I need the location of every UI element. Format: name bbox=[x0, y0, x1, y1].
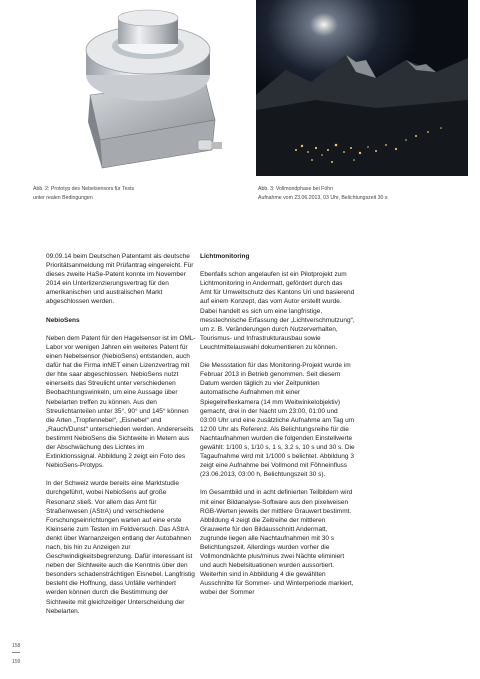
figure-sensor-prototype bbox=[30, 0, 240, 176]
section-heading-lichtmonitoring: Lichtmonitoring bbox=[200, 253, 250, 260]
figure-night-photo bbox=[256, 0, 468, 176]
page-number-divider bbox=[12, 652, 20, 653]
page-number-left: 158 bbox=[12, 643, 21, 649]
paragraph: Im Gesamtbild und in acht definierten Teilbildern wird mit einer Bildanalyse-Software aus den pixelweisen RGB-Werten jeweils der mittlere Grauwert bestimmt. Abbildung 4 zeigt die Zeitreihe der mittleren Grauwerte für den Bildausschnitt Andermatt, zugrunde liegen alle Nachtaufnahmen mit 30 s Belichtungszeit. Allerdings wurden vorher die Vollmondnächte plus/minus zwei Nächte eliminiert und auch Nebelsituationen wurden aussortiert. Weiterhin sind in Abbildung 4 die gewählten Ausschnitte für Sommer- und Winterperiode markiert, wobei der Sommer bbox=[200, 489, 354, 597]
text-column-left bbox=[46, 252, 196, 625]
figure-3-caption: Abb. 3: Vollmondphase bei Föhn Aufnahme vom 23.06.2013, 03 Uhr, Belichtungszeit 30 s bbox=[258, 186, 388, 201]
sensor-photo bbox=[30, 0, 240, 176]
section-heading-nebiosens: NebioSens bbox=[46, 316, 80, 324]
paragraph: Neben dem Patent für den Hagelsensor ist im OML-Labor vor wenigen Jahren ein weiteres Patent für einen Nebelsensor (NebioSens) entstanden, auch dafür hat die Firma inNET einen Lizenzvertrag mit der htw saar abgeschlossen. NebioSens nutzt einerseits das Streulicht unter verschiedenen Beobachtungswinkeln, um eine Aussage über Nebelarten treffen zu können. Aus den Streulichtanteilen unter 35°, 90° und 145° können die Arten „Tropfennebel“, „Eisnebel“ und „Rauch/Dunst“ unterschieden werden. Andererseits bestimmt NebioSens die Sichtweite in Metern aus der Abschwächung des Lichtes im Extinktionssignal. Abbildung 2 zeigt ein Foto des NebioSens-Protyps. bbox=[46, 334, 196, 470]
page-number-right: 159 bbox=[12, 659, 21, 665]
paragraph: Die Messstation für das Monitoring-Projekt wurde im Februar 2013 in Betrieb genommen. Seit diesem Datum werden täglich zu vier Zeitpunkten automatische Aufnahmen mit einer Spiegelreflexkamera (14 mm Weitwinkelobjektiv) gemacht, drei in der Nacht um 23:00, 01:00 und 03:00 Uhr und eine zusätzliche Aufnahme am Tag um 12:00 Uhr als Referenz. Als Belichtungsreihe für die Nachtaufnahmen wurden die folgenden Einstellwerte gewählt: 1/100 s, 1/10 s, 1 s, 3,2 s, 10 s und 30 s. Die Tagaufnahme wird mit 1/1000 s belichtet. Abbildung 3 zeigt eine Aufnahme bei Vollmond mit Föhneinfluss (23.06.2013, 03:00 h, Belichtungszeit 30 s). bbox=[200, 362, 355, 479]
paragraph: In der Schweiz wurde bereits eine Marktstudie durchgeführt, wobei NebioSens auf große Resonanz stieß. Vor allem das Amt für Straßenwesen (AStrA) und verschiedene Forschungseinrichtungen warten auf eine erste Kleinserie zum Testen im Feldversuch. Das AStrA denkt über Warnanzeigen entlang der Autobahnen nach, bis hin zu Anzeigen zur Geschwindigkeitsbegrenzung. Dafür interessant ist neben der Sichtweite auch die Kenntnis über den besonders schadensträchtigen Eisnebel. Langfristig besteht die Hoffnung, dass Unfälle verhindert werden können durch die Bestimmung der Sichtweite mit gleichzeitiger Unterscheidung der Nebelarten. bbox=[46, 480, 195, 615]
text-column-right bbox=[200, 252, 355, 607]
paragraph: 09.09.14 beim Deutschen Patentamt als deutsche Prioritätsanmeldung mit Prüfantrag eingereicht. Für dieses zweite HaSe-Patent konnte im November 2014 ein Unterlizenzierungsvertrag für den amerikanischen und australischen Markt abgeschlossen werden. bbox=[46, 253, 194, 306]
paragraph: Ebenfalls schon angelaufen ist ein Pilotprojekt zum Lichtmonitoring in Andermatt, gefördert durch das Amt für Umweltschutz des Kantons Uri und basierend auf einem Konzept, das vom Autor erstellt wurde. Dabei handelt es sich um eine langfristige, messtechnische Erfassung der „Lichtverschmutzung“, um z. B. Veränderungen durch Nutzerverhalten, Tourismus- und Infrastrukturausbau sowie Leuchtmittelauswahl dokumentieren zu können. bbox=[200, 271, 355, 351]
night-valley-photo bbox=[256, 0, 468, 176]
figure-2-caption: Abb. 2: Prototyp des Nebelsensors für Tests unter realen Bedingungen bbox=[33, 186, 135, 201]
